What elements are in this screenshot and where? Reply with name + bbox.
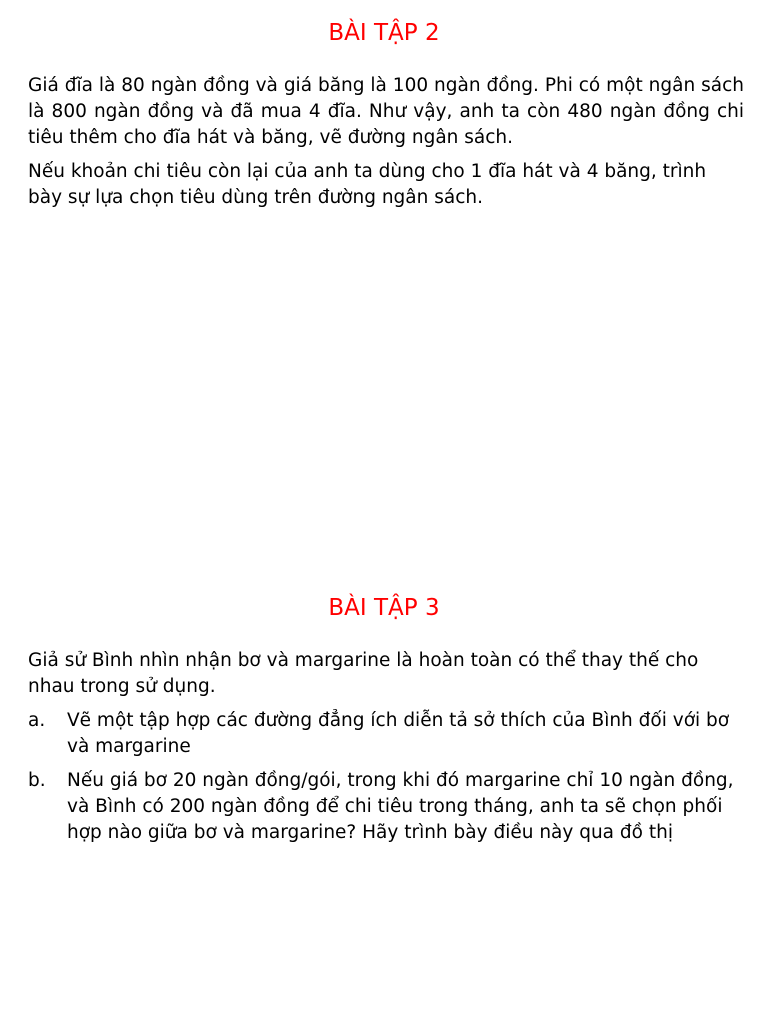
question-marker: a. (28, 710, 46, 731)
exercise-3-body (28, 648, 744, 854)
exercise-2-paragraph-2: Nếu khoản chi tiêu còn lại của anh ta dùng cho 1 đĩa hát và 4 băng, trình bày sự lựa chọn tiêu dùng trên đường ngân sách. (28, 161, 707, 208)
question-text: Vẽ một tập hợp các đường đẳng ích diễn tả sở thích của Bình đối với bơ và margarine (67, 710, 730, 757)
exercise-3-question-b (28, 768, 744, 846)
exercise-3-title: BÀI TẬP 3 (328, 595, 440, 621)
exercise-2-title: BÀI TẬP 2 (328, 20, 440, 46)
exercise-2-paragraph-1: Giá đĩa là 80 ngàn đồng và giá băng là 100 ngàn đồng. Phi có một ngân sách là 800 ngàn đồng và đã mua 4 đĩa. Như vậy, anh ta còn 480 ngàn đồng chi tiêu thêm cho đĩa hát và băng, vẽ đường ngân sách. (28, 75, 744, 148)
question-text: Nếu giá bơ 20 ngàn đồng/gói, trong khi đó margarine chỉ 10 ngàn đồng, và Bình có 200 ngàn đồng để chi tiêu trong tháng, anh ta sẽ chọn phối hợp nào giữa bơ và margarine? Hãy trình bày điều này qua đồ thị (67, 770, 734, 843)
exercise-3-question-list (28, 708, 744, 846)
exercise-2-body (28, 73, 744, 219)
exercise-3-intro: Giả sử Bình nhìn nhận bơ và margarine là hoàn toàn có thể thay thế cho nhau trong sử dụng. (28, 650, 699, 697)
exercise-3-question-a (28, 708, 744, 760)
question-marker: b. (28, 770, 46, 791)
